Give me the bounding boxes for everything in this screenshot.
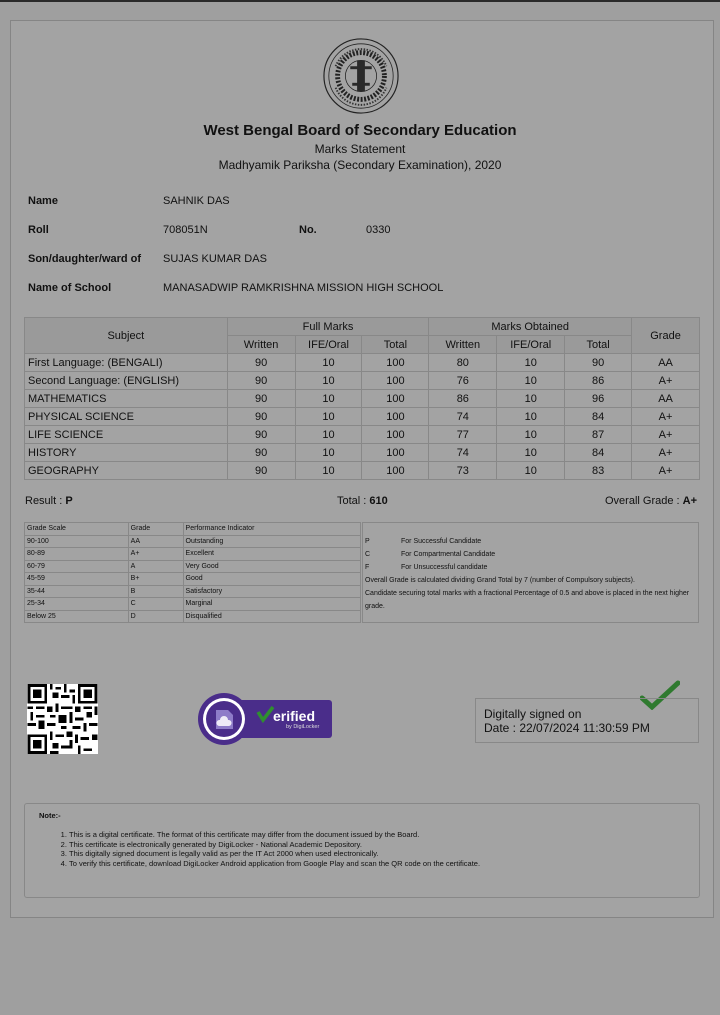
overall-grade-label: Overall Grade : [605,495,683,507]
legend-code: C [365,551,371,558]
marks-cell: 100 [362,408,429,426]
table-row [25,535,361,548]
marks-cell: 86 [565,372,632,390]
grade-header: Grade [632,318,700,354]
marks-cell: 10 [497,390,565,408]
note-list [55,830,480,868]
marks-cell: 73 [429,462,497,480]
marks-cell: 90 [227,462,295,480]
legend-note-rounding: Candidate securing total marks with a fractional Percentage of 0.5 and above is placed in the next higher grade. [365,590,690,610]
marks-cell: 100 [362,426,429,444]
scale-range: 45-59 [25,573,129,586]
scale-indicator: Marginal [183,598,360,611]
marks-cell: 90 [227,408,295,426]
marks-cell: 90 [227,444,295,462]
overall-grade-summary [605,495,697,507]
legend-text: For Successful Candidate [401,538,482,545]
result-label: Result : [25,495,66,507]
note-title: Note:- [39,811,61,820]
overall-grade-value: A+ [682,495,698,507]
signed-label: Digitally signed on [484,707,582,721]
sub-header: IFE/Oral [295,336,362,354]
school-label: Name of School [28,282,112,294]
guardian-value: SUJAS KUMAR DAS [163,253,267,265]
marks-cell: 10 [295,372,362,390]
doc-type: Marks Statement [314,142,406,156]
marks-cell: 90 [565,354,632,372]
total-value: 610 [369,495,388,507]
note-item: 4. To verify this certificate, download DigiLocker Android application from Google Play and scan the QR code on the certificate. [69,859,480,869]
note-item: 2. This certificate is electronically generated by DigiLocker - National Academic Depository. [69,840,480,850]
digilocker-verified-badge [198,690,333,748]
marks-cell: 10 [497,372,565,390]
marks-cell: 76 [429,372,497,390]
table-row [25,598,361,611]
legend-item [365,561,696,574]
legend-code: F [365,564,370,571]
marks-cell: 74 [429,444,497,462]
sub-header: Total [565,336,632,354]
scale-range: 25-34 [25,598,129,611]
table-row [25,573,361,586]
top-border [0,0,720,2]
subject-cell: HISTORY [25,444,228,462]
note-item: 1. This is a digital certificate. The format of this certificate may differ from the document issued by the Board. [69,830,480,840]
table-row [25,426,700,444]
name-label: Name [28,195,58,207]
legend-note-grade: Overall Grade is calculated dividing Grand Total by 7 (number of Compulsory subjects). [365,577,635,584]
subject-header: Subject [25,318,228,354]
badge-text: erified [273,708,316,724]
grade-scale-table [24,522,361,623]
marks-cell: 90 [227,372,295,390]
marks-obtained-header: Marks Obtained [429,318,632,336]
marks-cell: 10 [295,408,362,426]
subject-cell: MATHEMATICS [25,390,228,408]
scale-indicator: Very Good [183,560,360,573]
scale-range: 80-89 [25,548,129,561]
board-title: West Bengal Board of Secondary Education [203,122,517,139]
scale-range: 90-100 [25,535,129,548]
table-row [25,408,700,426]
scale-grade: A [128,560,183,573]
table-row [25,462,700,480]
qr-code-icon[interactable] [27,684,98,754]
subject-cell: Second Language: (ENGLISH) [25,372,228,390]
subject-cell: First Language: (BENGALI) [25,354,228,372]
marks-cell: 10 [497,408,565,426]
wbbse-seal-icon [322,37,400,115]
grade-cell: A+ [632,372,700,390]
scale-grade: C [128,598,183,611]
full-marks-header: Full Marks [227,318,429,336]
grade-cell: A+ [632,408,700,426]
no-value: 0330 [366,224,391,236]
marks-cell: 90 [227,426,295,444]
marks-cell: 10 [497,354,565,372]
sub-header: Written [429,336,497,354]
legend-item [365,535,696,548]
marks-cell: 83 [565,462,632,480]
marks-cell: 100 [362,372,429,390]
marks-cell: 84 [565,444,632,462]
scale-grade: B+ [128,573,183,586]
marks-cell: 10 [295,444,362,462]
school-value: MANASADWIP RAMKRISHNA MISSION HIGH SCHOOL [163,282,444,294]
notes-box [24,803,700,898]
marks-cell: 80 [429,354,497,372]
scale-grade: B [128,585,183,598]
table-row [25,444,700,462]
name-value: SAHNIK DAS [163,195,230,207]
total-summary [337,495,388,507]
table-row [25,610,361,623]
legend-code: P [365,538,370,545]
scale-range: 60-79 [25,560,129,573]
marks-cell: 10 [295,426,362,444]
marks-cell: 100 [362,390,429,408]
marks-cell: 86 [429,390,497,408]
scale-grade: D [128,610,183,623]
scale-indicator: Satisfactory [183,585,360,598]
marks-cell: 10 [295,354,362,372]
scale-range: Below 25 [25,610,129,623]
marks-cell: 90 [227,390,295,408]
marks-cell: 100 [362,444,429,462]
marks-header-row [25,318,700,336]
subject-cell: PHYSICAL SCIENCE [25,408,228,426]
sub-header: IFE/Oral [497,336,565,354]
legend-text: For Unsuccessful candidate [401,564,488,571]
marks-cell: 10 [497,462,565,480]
subject-cell: GEOGRAPHY [25,462,228,480]
marks-cell: 100 [362,354,429,372]
marks-cell: 74 [429,408,497,426]
roll-label: Roll [28,224,49,236]
marks-cell: 96 [565,390,632,408]
scale-indicator: Outstanding [183,535,360,548]
table-row [25,354,700,372]
sub-header: Written [227,336,295,354]
table-row [25,548,361,561]
marks-cell: 84 [565,408,632,426]
scale-range: 35-44 [25,585,129,598]
table-row [25,560,361,573]
result-code-legend [362,522,699,623]
grade-cell: AA [632,390,700,408]
grade-cell: A+ [632,426,700,444]
exam-title: Madhyamik Pariksha (Secondary Examination), 2020 [218,158,502,172]
table-row [25,372,700,390]
table-row [25,390,700,408]
marks-table [24,317,700,480]
roll-value: 708051N [163,224,208,236]
scale-header: Grade [128,523,183,536]
marks-cell: 10 [497,444,565,462]
scale-header: Performance Indicator [183,523,360,536]
legend-text: For Compartmental Candidate [401,551,496,558]
scale-indicator: Excellent [183,548,360,561]
marks-cell: 90 [227,354,295,372]
scale-indicator: Good [183,573,360,586]
marks-cell: 10 [295,462,362,480]
table-row [25,523,361,536]
legend-item [365,548,696,561]
scale-indicator: Disqualified [183,610,360,623]
grade-cell: A+ [632,444,700,462]
grade-cell: A+ [632,462,700,480]
marks-cell: 10 [295,390,362,408]
guardian-label: Son/daughter/ward of [28,253,142,265]
result-summary [25,495,73,507]
subject-cell: LIFE SCIENCE [25,426,228,444]
scale-header: Grade Scale [25,523,129,536]
note-item: 3. This digitally signed document is legally valid as per the IT Act 2000 when used electronically. [69,849,480,859]
table-row [25,585,361,598]
marks-cell: 10 [497,426,565,444]
result-value: P [65,495,73,507]
marks-cell: 100 [362,462,429,480]
scale-grade: A+ [128,548,183,561]
total-label: Total : [337,495,370,507]
scale-grade: AA [128,535,183,548]
marks-cell: 87 [565,426,632,444]
signed-date: Date : 22/07/2024 11:30:59 PM [484,721,650,735]
digital-signature-box [475,698,699,743]
no-label: No. [299,224,317,236]
badge-subtext: by DigiLocker [286,724,320,730]
grade-cell: AA [632,354,700,372]
marks-cell: 77 [429,426,497,444]
sub-header: Total [362,336,429,354]
